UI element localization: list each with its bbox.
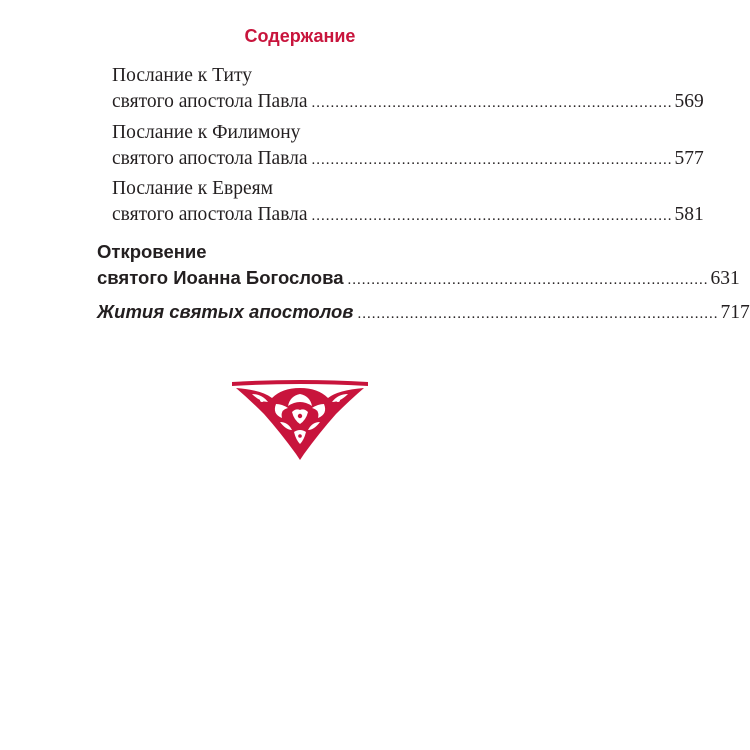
toc-entry-subtitle: святого апостола Павла [112, 204, 308, 225]
page-number: 581 [674, 204, 704, 225]
dot-leader: ............................................................................ [347, 272, 709, 288]
page-number: 717 [720, 302, 750, 323]
floral-ornament-icon [232, 380, 368, 460]
toc-entry-title: Послание к Евреям [112, 178, 273, 199]
dot-leader: ............................................................................ [311, 95, 673, 111]
toc-entry-line [112, 202, 704, 228]
toc-entry-subtitle: святого Иоанна Богослова [97, 267, 344, 288]
toc-entry-line [112, 89, 704, 115]
page-number: 631 [710, 268, 740, 289]
toc-entry-title: Послание к Титу [112, 65, 252, 86]
toc-entry-subtitle: святого апостола Павла [112, 91, 308, 112]
dot-leader: ............................................................................ [311, 152, 673, 168]
dot-leader: ............................................................................ [357, 306, 719, 322]
toc-entry-title: Жития святых апостолов [97, 301, 354, 322]
page-number: 577 [674, 148, 704, 169]
toc-entry-line [97, 299, 750, 325]
page-title: Содержание [244, 26, 356, 46]
toc-entry-line [97, 265, 740, 291]
toc-entry-line [112, 146, 704, 172]
toc-entry-subtitle: святого апостола Павла [112, 148, 308, 169]
page-number: 569 [674, 91, 704, 112]
dot-leader: ............................................................................ [311, 208, 673, 224]
toc-entry-title: Послание к Филимону [112, 122, 301, 143]
toc-entry-title: Откровение [97, 241, 207, 262]
